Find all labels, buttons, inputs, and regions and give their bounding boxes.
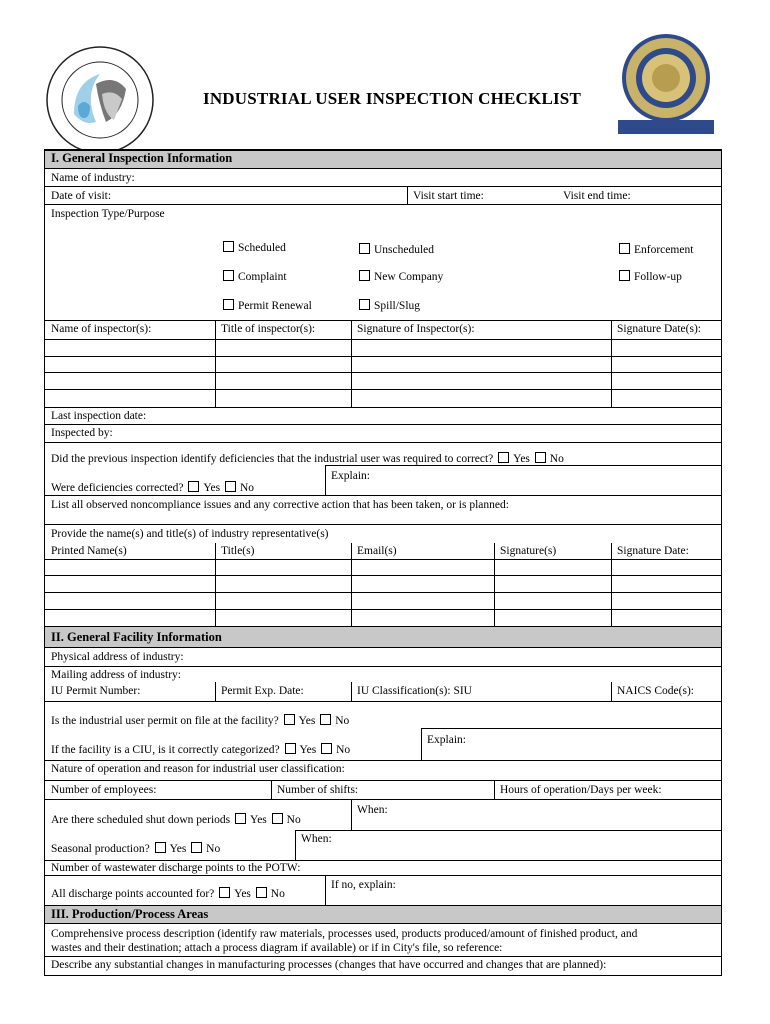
inspection-type-label: Inspection Type/Purpose	[51, 208, 165, 220]
representatives-label: Provide the name(s) and title(s) of industry representative(s)	[51, 528, 329, 540]
shutdown-no-checkbox[interactable]	[272, 813, 283, 824]
iu-classification-label: IU Classification(s): SIU	[357, 685, 472, 697]
ciu-explain-label: Explain:	[427, 734, 466, 746]
on-file-yes-checkbox[interactable]	[284, 714, 295, 725]
inspector-title-header: Title of inspector(s):	[221, 323, 316, 335]
noncompliance-label: List all observed noncompliance issues and any corrective action that has been taken, or is planned:	[51, 499, 509, 511]
shutdown-when-label: When:	[357, 804, 388, 816]
inspector-signature-date-header: Signature Date(s):	[617, 323, 701, 335]
process-description-line-1: Comprehensive process description (identify raw materials, processes used, products produced/amount of finished product, and	[51, 928, 638, 940]
complaint-checkbox[interactable]	[223, 270, 234, 281]
permit-exp-date-label: Permit Exp. Date:	[221, 685, 304, 697]
rep-signature-header: Signature(s)	[500, 545, 557, 557]
deficiencies-corrected-question: Were deficiencies corrected? Yes No	[51, 482, 255, 494]
section-2-header: II. General Facility Information	[45, 626, 721, 648]
section-3-header: III. Production/Process Areas	[45, 905, 721, 924]
prev-yes-checkbox[interactable]	[498, 452, 509, 463]
inspection-form	[44, 149, 722, 976]
prev-no-checkbox[interactable]	[535, 452, 546, 463]
city-parish-seal	[612, 30, 720, 140]
rep-email-header: Email(s)	[357, 545, 397, 557]
name-of-industry-label: Name of industry:	[51, 172, 135, 184]
rep-signature-date-header: Signature Date:	[617, 545, 689, 557]
enforcement-checkbox[interactable]	[619, 243, 630, 254]
hours-label: Hours of operation/Days per week:	[500, 784, 662, 796]
naics-code-label: NAICS Code(s):	[617, 685, 694, 697]
if-no-explain-label: If no, explain:	[331, 879, 396, 891]
ciu-question: If the facility is a CIU, is it correctly categorized? Yes No	[51, 744, 351, 756]
date-of-visit-label: Date of visit:	[51, 190, 112, 202]
previous-deficiencies-question: Did the previous inspection identify deficiencies that the industrial user was required to correct? Yes No	[51, 453, 564, 465]
inspected-by-label: Inspected by:	[51, 427, 113, 439]
employees-label: Number of employees:	[51, 784, 157, 796]
option-permit-renewal[interactable]: Permit Renewal	[221, 299, 312, 313]
discharge-points-label: Number of wastewater discharge points to the POTW:	[51, 862, 301, 874]
deficiencies-explain-label: Explain:	[331, 470, 370, 482]
seasonal-question: Seasonal production? Yes No	[51, 843, 221, 855]
department-logo	[44, 44, 156, 156]
discharge-accounted-question: All discharge points accounted for? Yes No	[51, 888, 285, 900]
physical-address-label: Physical address of industry:	[51, 651, 184, 663]
option-new-company[interactable]: New Company	[357, 270, 443, 284]
ciu-no-checkbox[interactable]	[321, 743, 332, 754]
ciu-yes-checkbox[interactable]	[285, 743, 296, 754]
scheduled-checkbox[interactable]	[223, 241, 234, 252]
inspector-signature-header: Signature of Inspector(s):	[357, 323, 475, 335]
option-spill-slug[interactable]: Spill/Slug	[357, 299, 420, 313]
rep-printed-name-header: Printed Name(s)	[51, 545, 127, 557]
seasonal-when-label: When:	[301, 833, 332, 845]
last-inspection-date-label: Last inspection date:	[51, 410, 147, 422]
option-enforcement[interactable]: Enforcement	[617, 243, 693, 257]
corrected-no-checkbox[interactable]	[225, 481, 236, 492]
process-changes-label: Describe any substantial changes in manufacturing processes (changes that have occurred and changes that are planned):	[51, 959, 607, 971]
permit-renewal-checkbox[interactable]	[223, 299, 234, 310]
permit-on-file-question: Is the industrial user permit on file at the facility? Yes No	[51, 715, 350, 727]
seasonal-yes-checkbox[interactable]	[155, 842, 166, 853]
option-complaint[interactable]: Complaint	[221, 270, 287, 284]
visit-start-label: Visit start time:	[413, 190, 484, 202]
on-file-no-checkbox[interactable]	[320, 714, 331, 725]
option-follow-up[interactable]: Follow-up	[617, 270, 682, 284]
section-1-header: I. General Inspection Information	[45, 150, 721, 169]
mailing-address-label: Mailing address of industry:	[51, 669, 181, 681]
page-title: INDUSTRIAL USER INSPECTION CHECKLIST	[203, 89, 581, 108]
shifts-label: Number of shifts:	[277, 784, 359, 796]
inspector-name-header: Name of inspector(s):	[51, 323, 152, 335]
option-scheduled[interactable]: Scheduled	[221, 241, 286, 255]
spill-slug-checkbox[interactable]	[359, 299, 370, 310]
unscheduled-checkbox[interactable]	[359, 243, 370, 254]
rep-title-header: Title(s)	[221, 545, 255, 557]
process-description-line-2: wastes and their destination; attach a process diagram if available) or if in City's file, so reference:	[51, 942, 503, 954]
follow-up-checkbox[interactable]	[619, 270, 630, 281]
seasonal-no-checkbox[interactable]	[191, 842, 202, 853]
new-company-checkbox[interactable]	[359, 270, 370, 281]
shutdown-question: Are there scheduled shut down periods Yes No	[51, 814, 301, 826]
shutdown-yes-checkbox[interactable]	[235, 813, 246, 824]
corrected-yes-checkbox[interactable]	[188, 481, 199, 492]
accounted-yes-checkbox[interactable]	[219, 887, 230, 898]
permit-number-label: IU Permit Number:	[51, 685, 141, 697]
accounted-no-checkbox[interactable]	[256, 887, 267, 898]
option-unscheduled[interactable]: Unscheduled	[357, 243, 434, 257]
nature-of-operation-label: Nature of operation and reason for industrial user classification:	[51, 763, 345, 775]
visit-end-label: Visit end time:	[563, 190, 631, 202]
